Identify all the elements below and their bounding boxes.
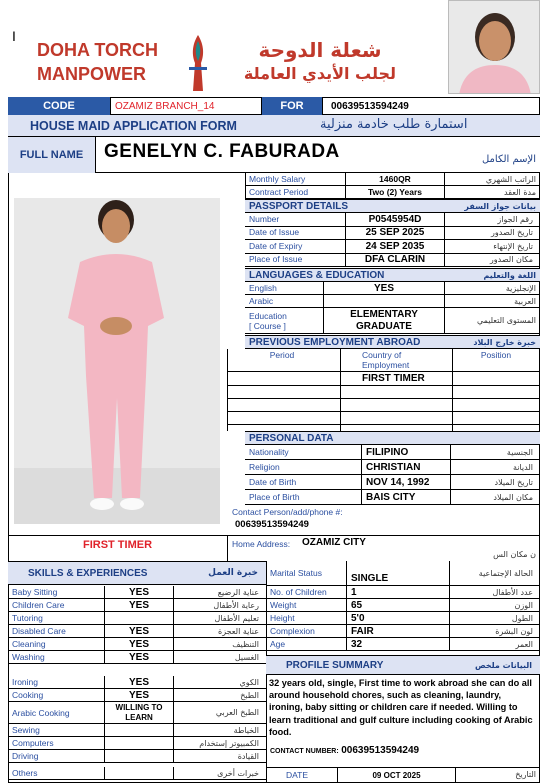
passport-row-1-arabic: تاريخ الصدور: [491, 228, 533, 238]
passport-row-2-arabic: تاريخ الإنتهاء: [493, 241, 533, 251]
status-row-5: [266, 638, 540, 651]
for-label: FOR: [262, 97, 322, 115]
skill-row-7-value: YES: [104, 689, 174, 702]
skill-row-9-arabic: الخياطة: [233, 725, 259, 735]
fullname-label: FULL NAME: [8, 137, 96, 173]
skill-row-10-label: Computers: [12, 737, 54, 748]
skill-row-6: [8, 676, 266, 689]
education-label-1: Education: [249, 310, 287, 321]
status-row-0-label: Marital Status: [270, 567, 322, 578]
status-row-2-value: 65: [346, 599, 450, 612]
company-name-ar-line2: لجلب الأيدي العاملة: [243, 64, 397, 83]
skill-row-3-label: Disabled Care: [12, 625, 66, 636]
salary-value: 1460QR: [345, 173, 445, 186]
education-label: [245, 311, 323, 331]
skill-row-6-arabic: الكوي: [239, 677, 259, 687]
status-row-4-value: FAIR: [346, 625, 450, 638]
applicant-headshot-photo: [448, 0, 540, 94]
status-row-3-value: 5'0: [346, 612, 450, 625]
education-value: [323, 308, 445, 334]
skill-row-7-label: Cooking: [12, 689, 44, 700]
english-value: YES: [323, 282, 445, 295]
status-row-4-label: Complexion: [270, 625, 315, 636]
languages-title-arabic: اللغة والتعليم: [483, 270, 536, 280]
skill-row-12-label: Others: [12, 767, 38, 778]
skill-row-5-label: Washing: [12, 651, 45, 662]
status-row-0-arabic: الحالة الإجتماعية: [478, 568, 533, 578]
education-row: [245, 308, 540, 334]
profile-contact-label: CONTACT NUMBER:: [270, 748, 339, 755]
status-row-2-label: Weight: [270, 599, 297, 610]
passport-row-1-value: 25 SEP 2025: [345, 226, 445, 240]
contract-value: Two (2) Years: [345, 186, 445, 199]
form-title: HOUSE MAID APPLICATION FORM: [30, 119, 237, 133]
skill-row-9-label: Sewing: [12, 724, 40, 735]
skill-row-0-value: YES: [104, 586, 174, 599]
skills-title-arabic: خبرة العمل: [208, 568, 258, 578]
status-row-1-arabic: عدد الأطفال: [492, 587, 533, 597]
skill-row-6-label: Ironing: [12, 676, 38, 687]
skill-row-7: [8, 689, 266, 702]
personal-row-3-arabic: مكان الميلاد: [493, 492, 533, 502]
skill-row-2-value: [104, 612, 174, 625]
profile-contact: [270, 745, 419, 756]
torch-tower-logo-icon: [183, 33, 213, 93]
passport-row-3: [245, 254, 540, 268]
skill-row-8-label: Arabic Cooking: [12, 707, 70, 718]
personal-section-header: [245, 431, 540, 445]
status-row-0-value: SINGLE: [346, 561, 450, 586]
skill-row-11-label: Driving: [12, 750, 39, 761]
personal-row-3-value: BAIS CITY: [361, 490, 451, 505]
skill-row-0: [8, 586, 266, 599]
skills-title: SKILLS & EXPERIENCES: [28, 567, 148, 579]
home-address-label: Home Address:: [232, 539, 291, 549]
skill-row-9-value: [104, 724, 174, 737]
passport-title-arabic: بيانات جواز السفر: [464, 201, 536, 211]
languages-section-header: [245, 268, 540, 282]
skill-row-4: [8, 638, 266, 651]
company-logo-text: [37, 38, 167, 86]
skills-section-header: [8, 561, 266, 585]
passport-row-0-arabic: رقم الجواز: [497, 214, 533, 224]
skill-row-5-value: YES: [104, 651, 174, 664]
skill-row-3-arabic: عناية العجزة: [218, 626, 259, 636]
status-row-5-value: 32: [346, 638, 450, 651]
skill-row-1-label: Children Care: [12, 599, 65, 610]
passport-row-2-label: Date of Expiry: [249, 240, 303, 251]
code-value: OZAMIZ BRANCH_14: [110, 97, 262, 115]
passport-row-3-arabic: مكان الصدور: [489, 255, 533, 265]
employment-title: PREVIOUS EMPLOYMENT ABROAD: [249, 336, 421, 348]
date-value: 09 OCT 2025: [372, 771, 421, 780]
passport-section-header: [245, 199, 540, 213]
passport-row-0-label: Number: [249, 213, 280, 224]
skill-row-11-value: [104, 750, 174, 763]
form-title-arabic: استمارة طلب خادمة منزلية: [320, 117, 468, 132]
languages-title: LANGUAGES & EDUCATION: [249, 269, 385, 281]
education-value-1: ELEMENTARY: [350, 308, 418, 320]
profile-summary-text: 32 years old, single, First time to work abroad she can do all around household chores, such as cleaning, laundry, ironing, baby sitting or children care if needed. Willing to learn traditional and gulf culture including cooking of Arabic food.: [269, 678, 533, 737]
company-logo-arabic: [230, 37, 410, 85]
personal-row-0: [245, 445, 540, 460]
skill-row-10-arabic: الكمبيوتر إستخدام: [199, 738, 259, 748]
date-label: DATE: [286, 770, 309, 780]
english-row: [245, 282, 540, 295]
skill-row-11-arabic: القيادة: [237, 751, 259, 761]
skill-row-8: [8, 702, 266, 724]
passport-row-3-label: Place of Issue: [249, 254, 303, 264]
skill-row-12: [8, 767, 266, 780]
personal-row-1-value: CHRISTIAN: [361, 460, 451, 475]
education-arabic: المستوى التعليمي: [476, 316, 536, 325]
skill-row-5: [8, 651, 266, 664]
status-row-5-arabic: العمر: [515, 639, 533, 649]
passport-row-0-value: P0545954D: [345, 213, 445, 227]
passport-row-1-label: Date of Issue: [249, 227, 300, 237]
first-timer-label: FIRST TIMER: [82, 539, 153, 551]
passport-row-2: [245, 240, 540, 254]
personal-row-1-label: Religion: [249, 461, 280, 472]
employment-col-position: Position: [480, 350, 512, 360]
status-row-3-arabic: الطول: [511, 613, 533, 623]
contact-person-value: 00639513594249: [235, 519, 309, 530]
contract-row: [245, 186, 540, 199]
passport-row-2-value: 24 SEP 2035: [345, 240, 445, 254]
skill-row-8-value: WILLING TO LEARN: [104, 702, 174, 724]
arabic-label: Arabic: [249, 296, 274, 306]
personal-title: PERSONAL DATA: [249, 432, 334, 444]
skill-row-4-label: Cleaning: [12, 638, 46, 649]
salary-arabic: الراتب الشهري: [485, 174, 536, 184]
profile-title: PROFILE SUMMARY: [286, 659, 384, 671]
arabic-row: [245, 295, 540, 308]
skill-row-3: [8, 625, 266, 638]
company-name-line1: DOHA TORCH: [37, 40, 158, 60]
employment-col-period: Period: [269, 350, 295, 360]
company-name-line2: MANPOWER: [37, 64, 146, 84]
english-label: English: [249, 283, 277, 293]
personal-row-0-value: FILIPINO: [361, 445, 451, 460]
contract-label: Contract Period: [249, 187, 309, 197]
status-row-3: [266, 612, 540, 625]
skill-row-2: [8, 612, 266, 625]
employment-section-header: [245, 335, 540, 349]
employment-title-arabic: خبرة خارج البلاد: [473, 337, 536, 347]
skill-row-12-value: [104, 767, 174, 780]
skill-row-2-arabic: تعليم الأطفال: [214, 613, 259, 623]
personal-row-2: [245, 475, 540, 490]
skill-row-0-label: Baby Sitting: [12, 586, 58, 597]
for-value: 00639513594249: [322, 97, 540, 115]
status-row-1-label: No. of Children: [270, 586, 327, 597]
skill-row-10-value: [104, 737, 174, 750]
profile-title-arabic: البيانات ملخص: [474, 660, 532, 670]
personal-row-0-arabic: الجنسية: [506, 447, 533, 457]
skill-row-8-arabic: الطبخ العربي: [215, 708, 259, 717]
skill-row-6-value: YES: [104, 676, 174, 689]
passport-title: PASSPORT DETAILS: [249, 200, 349, 212]
salary-label: Monthly Salary: [249, 174, 306, 184]
arabic-value: [323, 295, 445, 308]
skill-row-1-value: YES: [104, 599, 174, 612]
skill-row-4-value: YES: [104, 638, 174, 651]
status-row-1-value: 1: [346, 586, 450, 599]
status-row-4-arabic: لون البشرة: [495, 626, 533, 636]
skill-row-11: [8, 750, 266, 763]
profile-section-header: [266, 655, 540, 675]
employment-col-country: [362, 350, 452, 370]
salary-row: [245, 173, 540, 186]
date-arabic: التاريخ: [515, 770, 536, 779]
skill-row-10: [8, 737, 266, 750]
english-arabic: الإنجليزية: [505, 283, 536, 293]
passport-row-1: [245, 227, 540, 241]
education-value-2: GRADUATE: [356, 320, 412, 332]
skill-row-0-arabic: عناية الرضيع: [217, 587, 259, 597]
personal-row-1: [245, 460, 540, 475]
skill-row-2-label: Tutoring: [12, 612, 43, 623]
skill-row-1: [8, 599, 266, 612]
status-row-1: [266, 586, 540, 599]
status-row-3-label: Height: [270, 612, 295, 623]
contact-person-label: Contact Person/add/phone #:: [232, 507, 343, 517]
status-row-2: [266, 599, 540, 612]
profile-contact-value: 00639513594249: [341, 745, 420, 756]
personal-row-0-label: Nationality: [249, 446, 289, 457]
contract-arabic: مدة العقد: [504, 187, 536, 197]
skill-row-7-arabic: الطبخ: [240, 690, 259, 700]
employment-first-row-value: FIRST TIMER: [362, 373, 425, 384]
home-address-arabic: ن مكان الس: [493, 550, 536, 559]
passport-row-0: [245, 213, 540, 227]
status-row-0: [266, 561, 540, 586]
status-row-4: [266, 625, 540, 638]
personal-row-1-arabic: الديانة: [512, 462, 533, 472]
employment-col-country-1: Country of: [362, 350, 402, 360]
status-row-5-label: Age: [270, 638, 286, 649]
skill-row-3-value: YES: [104, 625, 174, 638]
skill-row-5-arabic: الغسيل: [234, 652, 259, 662]
personal-row-2-arabic: تاريخ الميلاد: [494, 477, 533, 487]
home-address-value: OZAMIZ CITY: [302, 537, 366, 548]
arabic-arabic: العربية: [514, 296, 536, 306]
code-label: CODE: [8, 97, 110, 115]
skill-row-9: [8, 724, 266, 737]
skill-row-4-arabic: التنظيف: [232, 639, 259, 649]
status-row-2-arabic: الوزن: [514, 600, 533, 610]
employment-col-country-2: Employment: [362, 360, 410, 370]
company-name-ar-line1: شعلة الدوحة: [258, 38, 382, 62]
fullname-arabic: الإسم الكامل: [481, 154, 536, 165]
personal-row-2-label: Date of Birth: [249, 476, 297, 487]
education-label-2: [ Course ]: [249, 320, 286, 331]
skill-row-12-arabic: خبرات أخرى: [217, 768, 259, 778]
personal-row-2-value: NOV 14, 1992: [361, 475, 451, 490]
applicant-full-body-photo: [14, 198, 220, 524]
skill-row-1-arabic: رعاية الأطفال: [213, 600, 259, 610]
personal-row-3: [245, 490, 540, 505]
personal-row-3-label: Place of Birth: [249, 491, 300, 502]
fullname-value: GENELYN C. FABURADA: [104, 141, 340, 162]
passport-row-3-value: DFA CLARIN: [345, 253, 445, 267]
text-cursor-mark: I: [12, 28, 16, 44]
